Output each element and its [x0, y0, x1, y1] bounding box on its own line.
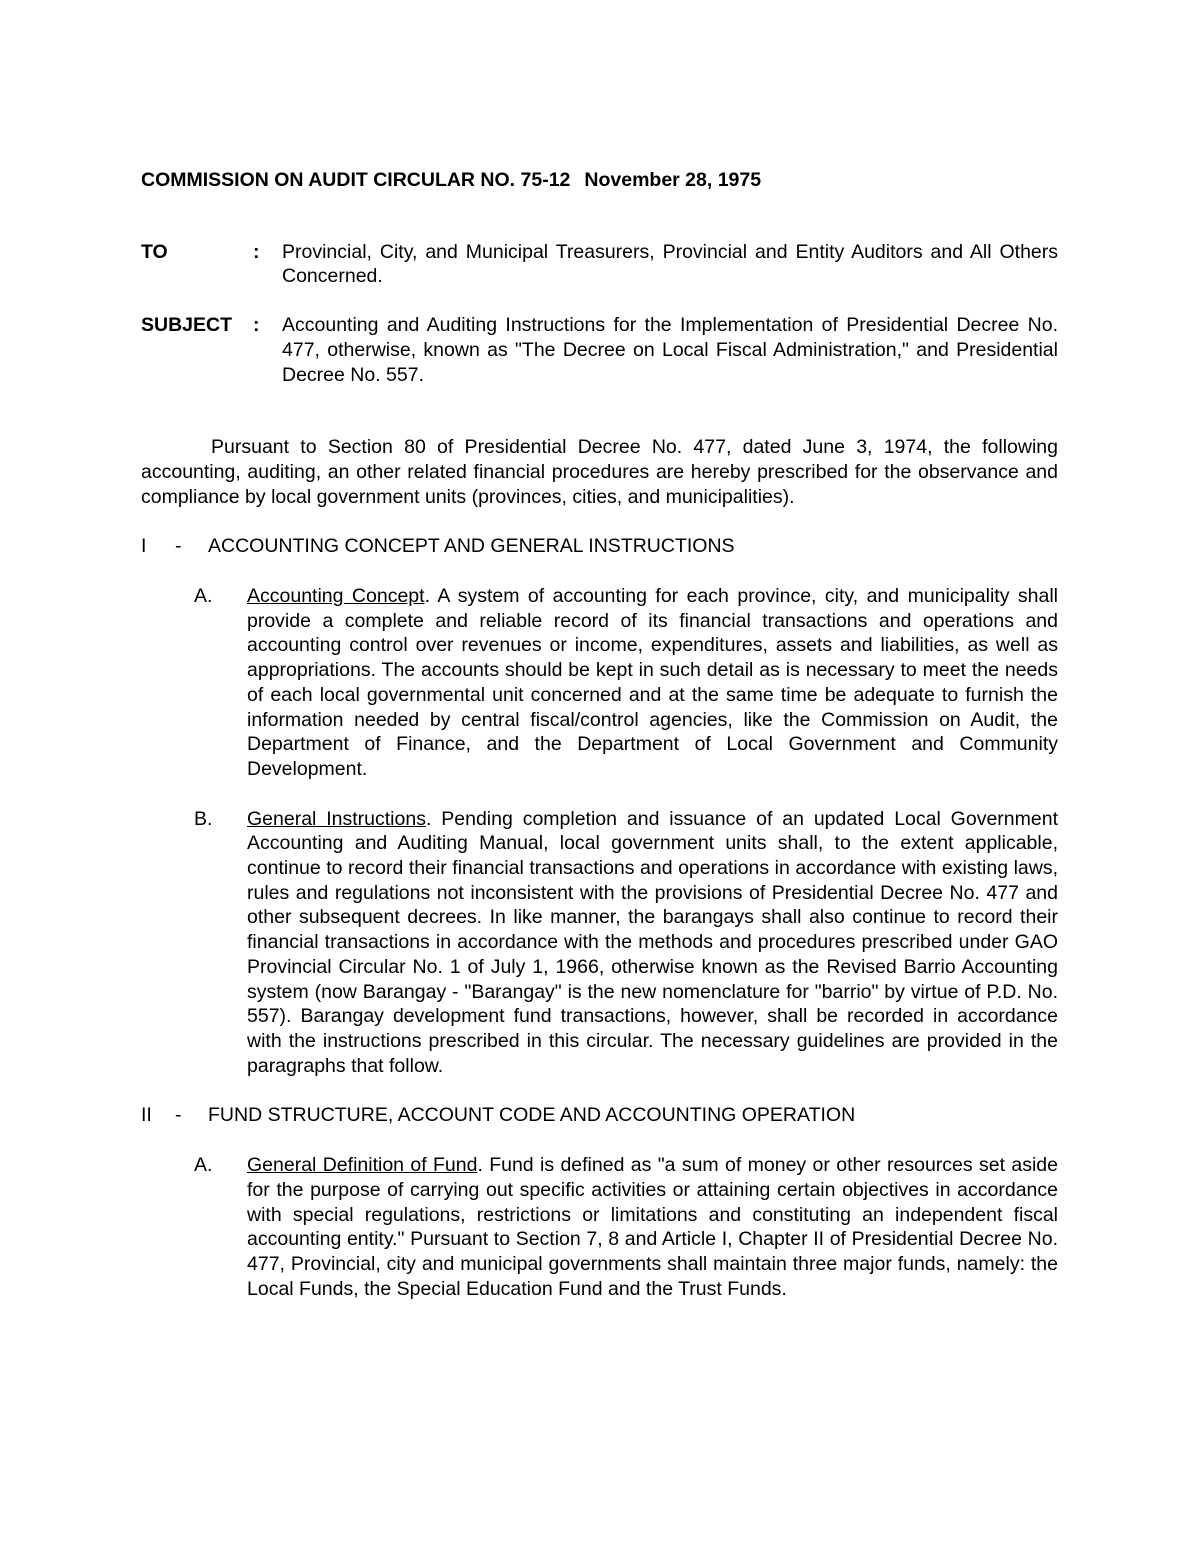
memo-to-colon: : — [253, 240, 260, 263]
document-title — [141, 168, 1058, 193]
item-text: . A system of accounting for each province, city, and municipality shall provide a complete and reliable record of its financial transactions and operations and accounting control over revenues or income, expenditures, assets and liabilities, as well as appropriations. The accounts should be kept in such detail as is necessary to meet the needs of each local governmental unit concerned and at the same time be adequate to furnish the information needed by central fiscal/control agencies, like the Commission on Audit, the Department of Finance, and the Department of Local Government and Community Development. — [247, 585, 1058, 780]
item-letter: A. — [194, 585, 213, 608]
section-title: FUND STRUCTURE, ACCOUNT CODE AND ACCOUNTING OPERATION — [208, 1104, 856, 1127]
circular-date: November 28, 1975 — [584, 169, 762, 191]
section-number: II — [141, 1104, 152, 1127]
item-body — [247, 807, 1058, 1079]
section-number: I — [141, 535, 147, 558]
section-2-heading — [141, 1103, 1058, 1128]
memo-subject-text: Accounting and Auditing Instructions for the Implementation of Presidential Decree No. 477, otherwise, known as "The Decree on Local Fiscal Administration," and Presidential Decree No. 557. — [282, 314, 1058, 386]
section-2-item-a — [194, 1153, 1058, 1301]
section-title: ACCOUNTING CONCEPT AND GENERAL INSTRUCTIONS — [208, 535, 735, 558]
item-heading: General Instructions — [247, 807, 426, 830]
memo-subject-colon: : — [253, 314, 260, 337]
item-letter: B. — [194, 807, 213, 830]
item-text: . Fund is defined as "a sum of money or other resources set aside for the purpose of carrying out specific activities or attaining certain objectives in accordance with special regulations, restrictions or limitations and constituting an independent fiscal accounting entity." Pursuant to Section 7, 8 and Article I, Chapter II of Presidential Decree No. 477, Provincial, city and municipal governments shall maintain three major funds, namely: the Local Funds, the Special Education Fund and the Trust Funds. — [247, 1154, 1058, 1300]
section-1-item-a — [194, 584, 1058, 782]
memo-subject-label: SUBJECT — [141, 314, 233, 337]
item-letter: A. — [194, 1154, 213, 1177]
document-page — [141, 168, 1058, 1301]
memo-to-row — [141, 240, 1058, 289]
item-heading: Accounting Concept — [247, 585, 425, 608]
section-dash: - — [175, 535, 182, 558]
item-body — [247, 584, 1058, 782]
item-heading: General Definition of Fund — [247, 1154, 478, 1177]
section-1-heading — [141, 534, 1058, 559]
item-body — [247, 1153, 1058, 1301]
section-dash: - — [175, 1104, 182, 1127]
intro-paragraph: Pursuant to Section 80 of Presidential Decree No. 477, dated June 3, 1974, the following accounting, auditing, an other related financial procedures are hereby prescribed for the observance and compliance by local government units (provinces, cities, and municipalities). — [141, 436, 1058, 508]
section-1-item-b — [194, 807, 1058, 1079]
memo-to-text: Provincial, City, and Municipal Treasurers, Provincial and Entity Auditors and All Others Concerned. — [282, 240, 1058, 288]
memo-subject-row — [141, 313, 1058, 387]
item-text: . Pending completion and issuance of an updated Local Government Accounting and Auditing Manual, local government units shall, to the extent applicable, continue to record their financial transactions and operations in accordance with existing laws, rules and regulations not inconsistent with the provisions of Presidential Decree No. 477 and other subsequent decrees. In like manner, the barangays shall also continue to record their financial transactions in accordance with the methods and procedures prescribed under GAO Provincial Circular No. 1 of July 1, 1966, otherwise known as the Revised Barrio Accounting system (now Barangay - "Barangay" is the new nomenclature for "barrio" by virtue of P.D. No. 557). Barangay development fund transactions, however, shall be recorded in accordance with the instructions prescribed in this circular. The necessary guidelines are provided in the paragraphs that follow. — [247, 807, 1058, 1077]
circular-number: COMMISSION ON AUDIT CIRCULAR NO. 75-12 — [141, 169, 571, 191]
memo-to-label: TO — [141, 240, 168, 263]
